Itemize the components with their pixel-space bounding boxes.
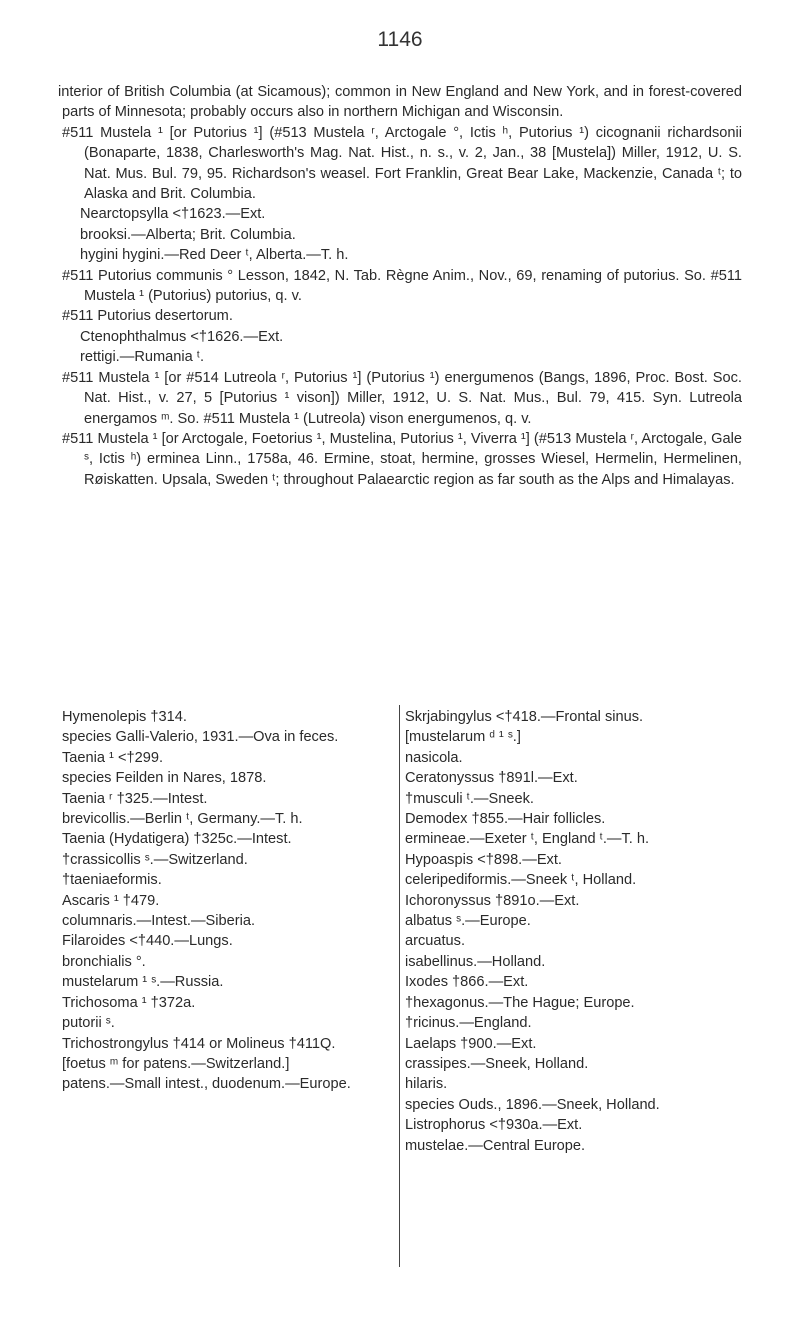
list-item: [foetus ᵐ for patens.—Switzerland.]	[62, 1055, 290, 1072]
list-item: †taeniaeformis.	[62, 872, 162, 889]
entry-energumenos: #511 Mustela ¹ [or #514 Lutreola ʳ, Putorius ¹] (Putorius ¹) energumenos (Bangs, 1896, Proc. Bost. Soc. Nat. Hist., v. 27, 5 [Putorius ¹ vison]) Miller, 1912, U. S. Nat. Mus., Bul. 79, 415. Syn. Lutreola energamos ᵐ. So. #511 Mustela ¹ (Lutreola) vison energumenos, q. v.	[62, 369, 742, 427]
parasite-species: rettigi.—Rumania ᵗ.	[80, 349, 205, 366]
left-column-parasites	[62, 707, 386, 1095]
list-item: †hexagonus.—The Hague; Europe.	[405, 994, 635, 1011]
list-item: Hypoaspis <†898.—Ext.	[405, 851, 562, 868]
list-item: †ricinus.—England.	[405, 1015, 532, 1032]
list-item: Listrophorus <†930a.—Ext.	[405, 1117, 583, 1134]
list-item: patens.—Small intest., duodenum.—Europe.	[62, 1076, 351, 1093]
list-item: species Ouds., 1896.—Sneek, Holland.	[405, 1096, 660, 1113]
list-item: Skrjabingylus <†418.—Frontal sinus.	[405, 709, 644, 725]
list-item: Ceratonyssus †891l.—Ext.	[405, 770, 578, 787]
list-item: Trichosoma ¹ †372a.	[62, 994, 196, 1011]
list-item: putorii ˢ.	[62, 1015, 115, 1032]
list-item: Taenia ¹ <†299.	[62, 749, 164, 766]
list-item: ermineae.—Exeter ᵗ, England ᵗ.—T. h.	[405, 831, 650, 848]
list-item: celeripediformis.—Sneek ᵗ, Holland.	[405, 872, 637, 889]
parasite-genus: Ctenophthalmus <†1626.—Ext.	[80, 328, 284, 345]
list-item: †musculi ᵗ.—Sneek.	[405, 790, 534, 807]
list-item: Demodex †855.—Hair follicles.	[405, 811, 606, 828]
list-item: Ascaris ¹ †479.	[62, 892, 160, 909]
list-item: albatus ˢ.—Europe.	[405, 913, 531, 930]
list-item: bronchialis °.	[62, 953, 146, 970]
list-item: species Galli-Valerio, 1931.—Ova in feces.	[62, 729, 339, 746]
list-item: Hymenolepis †314.	[62, 709, 187, 725]
entry-putorius-desertorum: #511 Putorius desertorum.	[62, 308, 233, 325]
list-item: crassipes.—Sneek, Holland.	[405, 1055, 589, 1072]
list-item: species Feilden in Nares, 1878.	[62, 770, 267, 787]
list-item: Ichoronyssus †891o.—Ext.	[405, 892, 580, 909]
right-column-parasites	[399, 705, 729, 1267]
list-item: brevicollis.—Berlin ᵗ, Germany.—T. h.	[62, 811, 303, 828]
list-item: Trichostrongylus †414 or Molineus †411Q.	[62, 1035, 336, 1052]
paragraph-continuation: interior of British Columbia (at Sicamous); common in New England and New York, and in forest-covered parts of Minnesota; probably occurs also in northern Michigan and Wisconsin.	[58, 84, 742, 121]
list-item: isabellinus.—Holland.	[405, 953, 546, 970]
list-item: hilaris.	[405, 1076, 448, 1093]
upper-text-block	[58, 82, 742, 490]
list-item: Laelaps †900.—Ext.	[405, 1035, 537, 1052]
entry-erminea: #511 Mustela ¹ [or Arctogale, Foetorius ¹, Mustelina, Putorius ¹, Viverra ¹] (#513 Mustela ʳ, Arctogale, Gale ˢ, Ictis ʰ) erminea Linn., 1758a, 46. Ermine, stoat, hermine, grosses Wiesel, Hermelin, Hermelinen, Røiskatten. Upsala, Sweden ᵗ; throughout Palaearctic region as far south as the Alps and Himalayas.	[62, 430, 742, 488]
list-item: †crassicollis ˢ.—Switzerland.	[62, 851, 248, 868]
list-item: mustelarum ¹ ˢ.—Russia.	[62, 974, 224, 991]
parasite-species: brooksi.—Alberta; Brit. Columbia.	[80, 226, 296, 243]
list-item: arcuatus.	[405, 933, 466, 950]
page-number: 1146	[377, 28, 423, 51]
list-item: Taenia ʳ †325.—Intest.	[62, 790, 208, 807]
list-item: Filaroides <†440.—Lungs.	[62, 933, 233, 950]
list-item: columnaris.—Intest.—Siberia.	[62, 913, 256, 930]
list-item: [mustelarum ᵈ ¹ ˢ.]	[405, 729, 521, 746]
parasite-genus: Nearctopsylla <†1623.—Ext.	[80, 206, 266, 223]
list-item: mustelae.—Central Europe.	[405, 1137, 586, 1154]
list-item: Ixodes †866.—Ext.	[405, 974, 529, 991]
list-item: nasicola.	[405, 749, 463, 766]
list-item: Taenia (Hydatigera) †325c.—Intest.	[62, 831, 292, 848]
parasite-species: hygini hygini.—Red Deer ᵗ, Alberta.—T. h.	[80, 247, 349, 264]
entry-cicognanii-richardsonii: #511 Mustela ¹ [or Putorius ¹] (#513 Mustela ʳ, Arctogale °, Ictis ʰ, Putorius ¹) cicognanii richardsonii (Bonaparte, 1838, Charlesworth's Mag. Nat. Hist., n. s., v. 2, Jan., 38 [Mustela]) Miller, 1912, U. S. Nat. Mus. Bul. 79, 95. Richardson's weasel. Fort Franklin, Great Bear Lake, Mackenzie, Canada ᵗ; to Alaska and Brit. Columbia.	[62, 124, 742, 203]
entry-putorius-communis: #511 Putorius communis ° Lesson, 1842, N. Tab. Règne Anim., Nov., 69, renaming of putorius. So. #511 Mustela ¹ (Putorius) putorius, q. v.	[62, 267, 742, 305]
